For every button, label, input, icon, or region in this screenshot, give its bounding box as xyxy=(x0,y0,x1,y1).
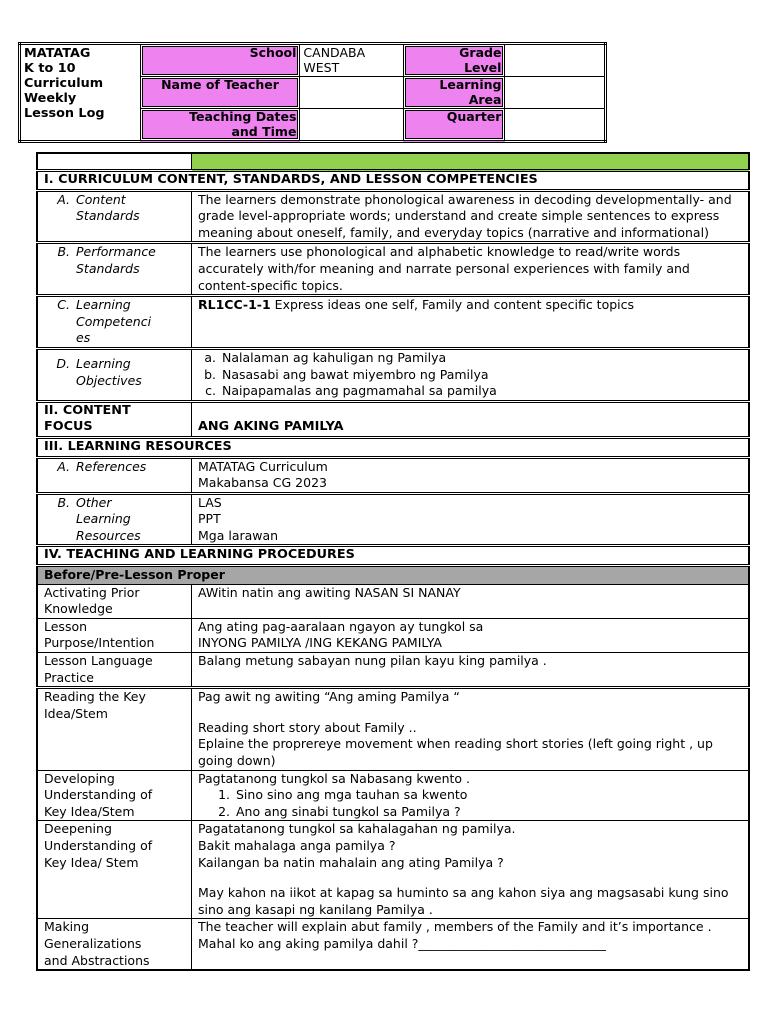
activating-label: Activating Prior Knowledge xyxy=(37,584,192,618)
learning-area-value[interactable] xyxy=(505,77,606,109)
list-item: c. Naipapamalas ang pagmamahal sa pamilya xyxy=(205,383,497,399)
grade-level-label: Grade Level xyxy=(403,44,505,77)
competency-code: RL1CC-1-1 xyxy=(198,297,271,313)
language-row xyxy=(37,653,749,688)
teacher-value[interactable] xyxy=(300,77,404,109)
objectives-list xyxy=(192,348,750,401)
pre-lesson-subtitle: Before/Pre-Lesson Proper xyxy=(37,566,749,585)
making-label: Making Generalizations and Abstractions xyxy=(37,919,192,970)
references-row xyxy=(37,457,749,493)
teaching-dates-label: Teaching Dates and Time xyxy=(140,109,300,142)
deepening-label: Deepening Understanding of Key Idea/ Stem xyxy=(37,821,192,919)
content-focus-row xyxy=(37,401,749,437)
quarter-value[interactable] xyxy=(505,109,606,142)
deepening-row xyxy=(37,821,749,919)
content-standards-label: A. Content Standards xyxy=(37,190,192,243)
list-item: 2. Ano ang sinabi tungkol sa Pamilya ? xyxy=(218,803,461,819)
reading-text: Pag awit ng awiting “Ang aming Pamilya “ Reading short story about Family .. Eplaine the proprereye movement when reading short stories (left going right , up going down) xyxy=(192,688,750,770)
performance-standards-row xyxy=(37,243,749,296)
performance-standards-text: The learners use phonological and alphabetic knowledge to read/write words accurately with/for meaning and narrate personal experiences with family and content-specific topics. xyxy=(192,243,750,296)
school-label: School xyxy=(140,44,300,77)
language-label: Lesson Language Practice xyxy=(37,653,192,688)
content-standards-text: The learners demonstrate phonological awareness in decoding developmentally- and grade level-appropriate words; understand and create simple sentences to express meaning about oneself, family, and everyday topics (narrative and informational) xyxy=(192,190,750,243)
content-focus-label: II. CONTENT FOCUS xyxy=(37,401,192,437)
green-header-bar xyxy=(192,153,750,171)
deepening-text: Pagatatanong tungkol sa kahalagahan ng pamilya. Bakit mahalaga anga pamilya ? Kailangan ba natin mahalain ang ating Pamilya ? May kahon na iikot at kapag sa huminto sa ang kahon siya ang magsasabi kung sino sino ang kasapi ng kanilang Pamilya . xyxy=(192,821,750,919)
developing-row xyxy=(37,770,749,821)
objectives-row xyxy=(37,348,749,401)
teaching-dates-value[interactable] xyxy=(300,109,404,142)
reading-label: Reading the Key Idea/Stem xyxy=(37,688,192,770)
other-resources-list: LAS PPT Mga larawan xyxy=(192,493,750,546)
making-text: The teacher will explain abut family , members of the Family and it’s importance . Mahal ko ang aking pamilya dahil ?______________________________ xyxy=(192,919,750,970)
making-row xyxy=(37,919,749,970)
list-item: a. Nalalaman ag kahuligan ng Pamilya xyxy=(204,349,447,365)
competencies-label: C. Learning Competenci es xyxy=(37,296,192,349)
grade-level-value[interactable] xyxy=(505,44,606,77)
other-resources-row xyxy=(37,493,749,546)
purpose-text: Ang ating pag-aaralaan ngayon ay tungkol sa INYONG PAMILYA /ING KEKANG PAMILYA xyxy=(192,618,750,652)
section-1-title: I. CURRICULUM CONTENT, STANDARDS, AND LESSON COMPETENCIES xyxy=(37,171,749,191)
activating-text: AWitin natin ang awiting NASAN SI NANAY xyxy=(192,584,750,618)
header-table xyxy=(18,42,607,143)
activating-row xyxy=(37,584,749,618)
log-title: MATATAG K to 10 Curriculum Weekly Lesson Log xyxy=(20,44,141,142)
lesson-log-table xyxy=(36,152,750,971)
learning-area-label: Learning Area xyxy=(403,77,505,109)
section-3-title: III. LEARNING RESOURCES xyxy=(37,437,749,457)
school-value[interactable]: CANDABA WEST xyxy=(300,44,404,77)
list-item: b. Nasasabi ang bawat miyembro ng Pamilya xyxy=(204,366,489,382)
language-text: Balang metung sabayan nung pilan kayu king pamilya . xyxy=(192,653,750,688)
performance-standards-label: B. Performance Standards xyxy=(37,243,192,296)
content-standards-row xyxy=(37,190,749,243)
reading-row xyxy=(37,688,749,770)
teacher-label: Name of Teacher xyxy=(140,77,300,109)
other-resources-label: B. Other Learning Resources xyxy=(37,493,192,546)
competencies-row xyxy=(37,296,749,349)
references-label: A. References xyxy=(37,457,192,493)
list-item: 1. Sino sino ang mga tauhan sa kwento xyxy=(218,787,468,803)
developing-text: Pagtatanong tungkol sa Nabasang kwento . 1. Sino sino ang mga tauhan sa kwento 2. Ano ang sinabi tungkol sa Pamilya ? xyxy=(192,770,750,821)
section-4-title: IV. TEACHING AND LEARNING PROCEDURES xyxy=(37,546,749,566)
objectives-label: D. Learning Objectives xyxy=(37,348,192,401)
content-focus-value: ANG AKING PAMILYA xyxy=(192,401,750,437)
purpose-row xyxy=(37,618,749,652)
developing-label: Developing Understanding of Key Idea/Stem xyxy=(37,770,192,821)
quarter-label: Quarter xyxy=(403,109,505,142)
blank-header-cell xyxy=(37,153,192,171)
competencies-text: RL1CC-1-1 Express ideas one self, Family and content specific topics xyxy=(192,296,750,349)
references-list: MATATAG Curriculum Makabansa CG 2023 xyxy=(192,457,750,493)
purpose-label: Lesson Purpose/Intention xyxy=(37,618,192,652)
